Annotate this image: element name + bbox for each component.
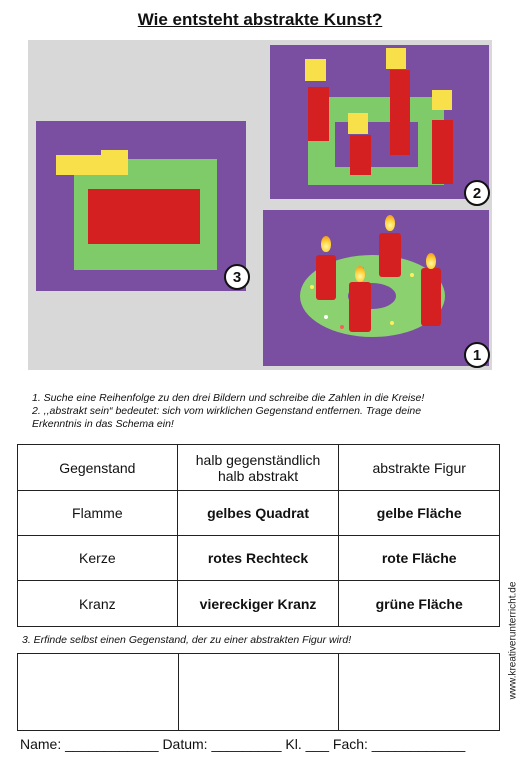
- table-header-row: [18, 445, 500, 491]
- order-circle-2[interactable]: 2: [464, 180, 490, 206]
- website-credit: www.kreativerunterricht.de: [507, 581, 519, 699]
- order-circle-3[interactable]: 3: [224, 264, 250, 290]
- red-rectangle: [390, 70, 410, 155]
- table-row: [18, 581, 500, 627]
- table-cell[interactable]: rotes Rechteck: [177, 536, 339, 581]
- drawing-box-1[interactable]: [18, 654, 179, 730]
- table-cell[interactable]: gelbe Fläche: [339, 491, 500, 536]
- table-cell[interactable]: Kerze: [18, 536, 178, 581]
- yellow-square: [432, 90, 452, 110]
- table-cell[interactable]: Kranz: [18, 581, 178, 627]
- yellow-square: [386, 48, 406, 69]
- header-cell: Gegenstand: [18, 445, 178, 491]
- artwork-panel: [28, 40, 492, 370]
- flame: [321, 236, 331, 252]
- table-cell[interactable]: Flamme: [18, 491, 178, 536]
- instruction-line: 1. Suche eine Reihenfolge zu den drei Bildern und schreibe die Zahlen in die Kreise!: [32, 392, 425, 404]
- header-cell: halb gegenständlich halb abstrakt: [177, 445, 339, 491]
- red-rectangle: [432, 120, 453, 184]
- yellow-square: [305, 59, 326, 81]
- yellow-square: [348, 113, 368, 134]
- header-cell: abstrakte Figur: [339, 445, 500, 491]
- drawing-boxes: [17, 653, 500, 731]
- table-cell[interactable]: rote Fläche: [339, 536, 500, 581]
- flame: [385, 215, 395, 231]
- yellow-strip: [101, 150, 128, 164]
- table-cell[interactable]: gelbes Quadrat: [177, 491, 339, 536]
- candle: [316, 255, 336, 300]
- flame: [355, 266, 365, 282]
- schema-table: [17, 444, 500, 627]
- candle: [379, 233, 401, 277]
- candle: [421, 268, 441, 326]
- task-3-instruction: 3. Erfinde selbst einen Gegenstand, der zu einer abstrakten Figur wird!: [22, 634, 352, 646]
- red-rectangle: [308, 87, 329, 141]
- picture-abstract: [36, 121, 246, 291]
- table-cell[interactable]: viereckiger Kranz: [177, 581, 339, 627]
- table-row: [18, 536, 500, 581]
- flame: [426, 253, 436, 269]
- footer-fields[interactable]: Name: ____________ Datum: _________ Kl. ___ Fach: ____________: [20, 736, 466, 752]
- picture-realistic: [263, 210, 489, 366]
- drawing-box-3[interactable]: [339, 654, 499, 730]
- table-row: [18, 491, 500, 536]
- order-circle-1[interactable]: 1: [464, 342, 490, 368]
- instruction-line: Erkenntnis in das Schema ein!: [32, 418, 174, 430]
- red-rectangle: [88, 189, 200, 244]
- instructions: [32, 392, 502, 431]
- candle: [349, 282, 371, 332]
- table-cell[interactable]: grüne Fläche: [339, 581, 500, 627]
- red-rectangle: [350, 135, 371, 175]
- instruction-line: 2. ,,abstrakt sein“ bedeutet: sich vom wirklichen Gegenstand entfernen. Trage deine: [32, 405, 422, 417]
- page-title: Wie entsteht abstrakte Kunst?: [137, 10, 383, 29]
- drawing-box-2[interactable]: [179, 654, 340, 730]
- picture-half-abstract: [270, 45, 489, 199]
